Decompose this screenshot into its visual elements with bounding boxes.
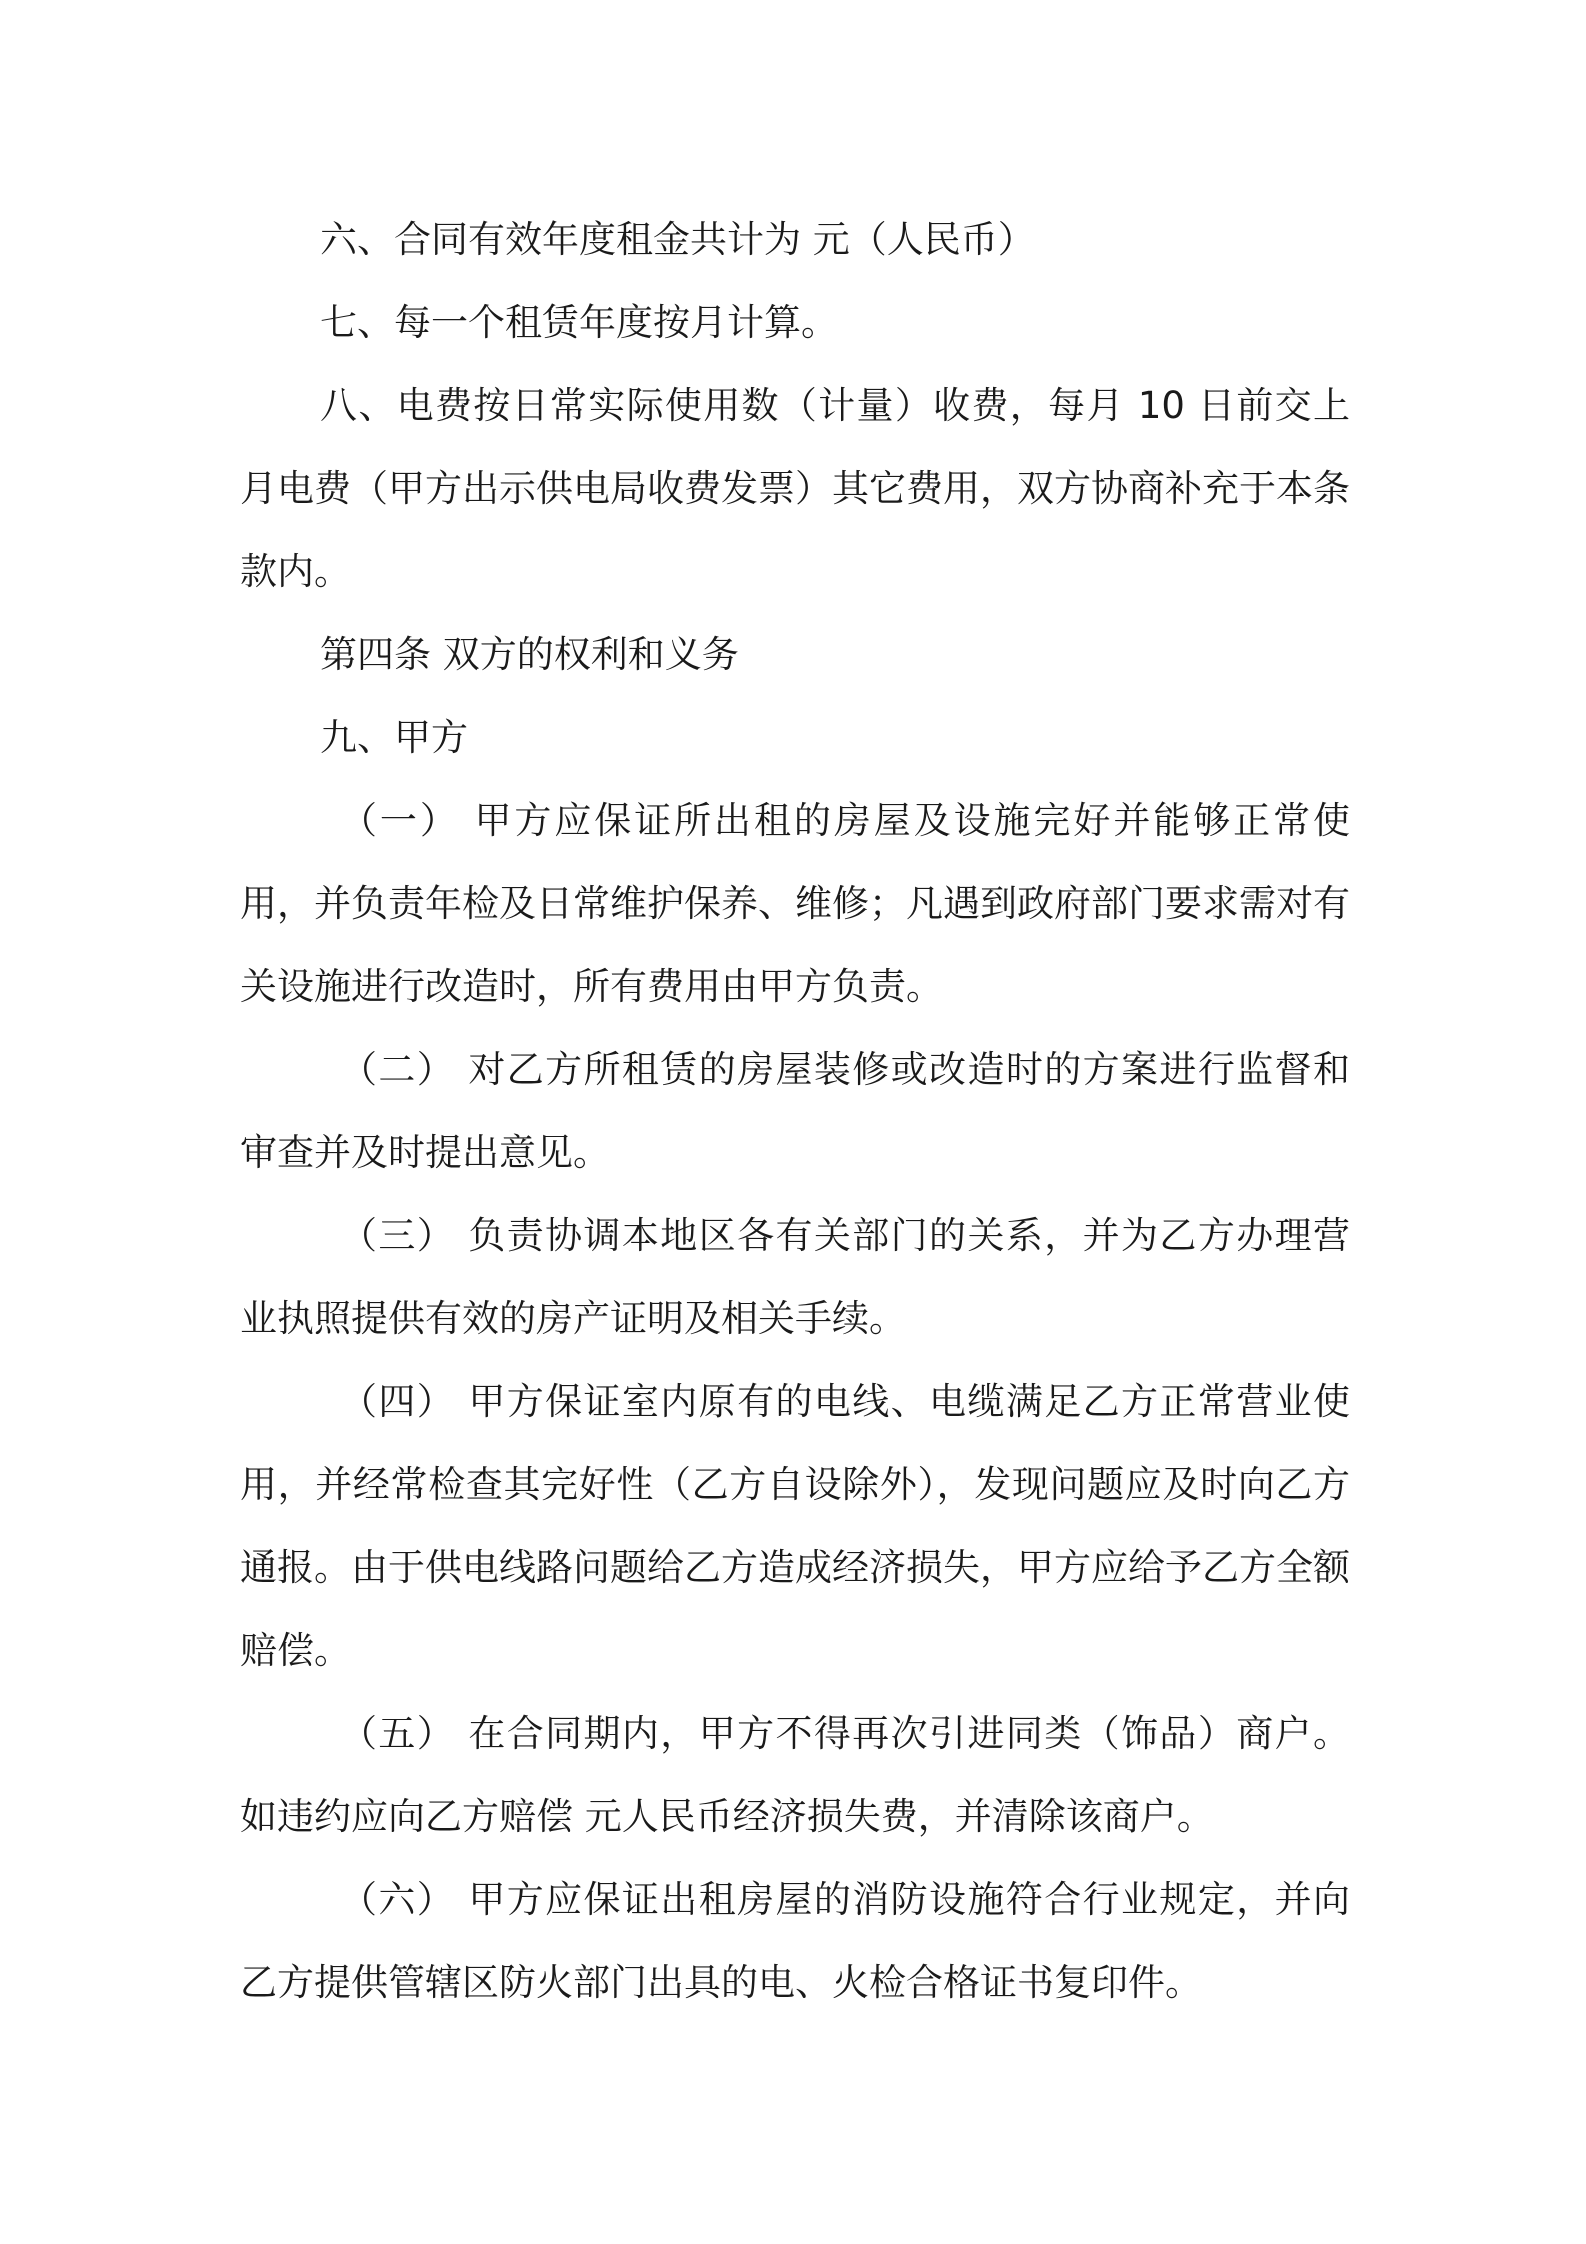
- item-3-coordination: （三） 负责协调本地区各有关部门的关系，并为乙方办理营业执照提供有效的房产证明及相关手续。: [240, 1214, 1350, 1340]
- document-page: [240, 198, 1350, 2024]
- clause-6-rent-total: 六、合同有效年度租金共计为 元（人民币）: [320, 218, 1035, 261]
- clause-7-monthly: 七、每一个租赁年度按月计算。: [320, 301, 838, 344]
- item-4-electrical: （四） 甲方保证室内原有的电线、电缆满足乙方正常营业使用，并经常检查其完好性（乙方自设除外），发现问题应及时向乙方通报。由于供电线路问题给乙方造成经济损失，甲方应给予乙方全额赔偿。: [240, 1380, 1350, 1672]
- item-1-facilities: （一） 甲方应保证所出租的房屋及设施完好并能够正常使用，并负责年检及日常维护保养、维修；凡遇到政府部门要求需对有关设施进行改造时，所有费用由甲方负责。: [240, 799, 1350, 1008]
- item-5-exclusivity: （五） 在合同期内，甲方不得再次引进同类（饰品）商户。如违约应向乙方赔偿 元人民币经济损失费，并清除该商户。: [240, 1712, 1350, 1838]
- item-6-fire-safety: （六） 甲方应保证出租房屋的消防设施符合行业规定，并向乙方提供管辖区防火部门出具的电、火检合格证书复印件。: [240, 1878, 1350, 2004]
- article-4-heading: 第四条 双方的权利和义务: [320, 633, 739, 676]
- clause-9-party-a: 九、甲方: [320, 716, 468, 759]
- clause-8-electricity: 八、电费按日常实际使用数（计量）收费，每月 10 日前交上月电费（甲方出示供电局收费发票）其它费用，双方协商补充于本条款内。: [240, 384, 1350, 593]
- item-2-supervision: （二） 对乙方所租赁的房屋装修或改造时的方案进行监督和审查并及时提出意见。: [240, 1048, 1350, 1174]
